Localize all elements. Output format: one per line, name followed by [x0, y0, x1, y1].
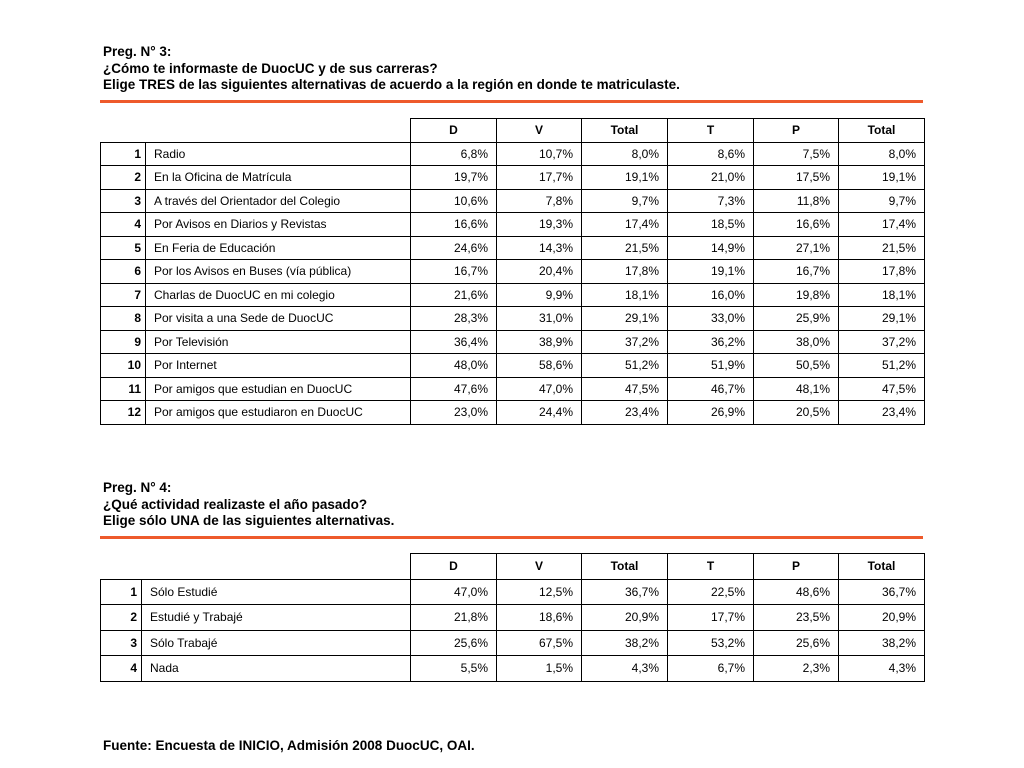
row-label: Charlas de DuocUC en mi colegio: [146, 283, 411, 307]
row-value: 21,0%: [668, 166, 754, 190]
row-label: Por visita a una Sede de DuocUC: [146, 307, 411, 331]
column-header: P: [754, 554, 839, 580]
row-value: 7,3%: [668, 189, 754, 213]
row-number: 6: [101, 260, 146, 284]
row-value: 47,5%: [582, 377, 668, 401]
table-row: [101, 377, 925, 401]
header-blank: [142, 554, 411, 580]
row-label: Por Internet: [146, 354, 411, 378]
row-number: 11: [101, 377, 146, 401]
table-row: [101, 236, 925, 260]
column-header: V: [497, 554, 582, 580]
row-value: 17,8%: [839, 260, 925, 284]
table-row: [101, 260, 925, 284]
column-header: T: [668, 554, 754, 580]
row-value: 48,6%: [754, 579, 839, 605]
column-header: P: [754, 119, 839, 143]
row-label: Por los Avisos en Buses (vía pública): [146, 260, 411, 284]
row-value: 24,6%: [411, 236, 497, 260]
table-row: [101, 579, 925, 605]
row-value: 67,5%: [497, 630, 582, 656]
row-value: 21,5%: [582, 236, 668, 260]
table-row: [101, 166, 925, 190]
row-value: 36,7%: [582, 579, 668, 605]
source-note: Fuente: Encuesta de INICIO, Admisión 2008 DuocUC, OAI.: [103, 738, 475, 753]
row-value: 1,5%: [497, 656, 582, 682]
row-value: 17,7%: [668, 605, 754, 631]
row-value: 4,3%: [582, 656, 668, 682]
row-value: 8,0%: [839, 142, 925, 166]
row-value: 20,9%: [839, 605, 925, 631]
row-value: 21,5%: [839, 236, 925, 260]
row-value: 36,4%: [411, 330, 497, 354]
row-value: 10,6%: [411, 189, 497, 213]
row-value: 8,6%: [668, 142, 754, 166]
row-value: 20,9%: [582, 605, 668, 631]
row-value: 38,0%: [754, 330, 839, 354]
q4-question: ¿Qué actividad realizaste el año pasado?: [103, 496, 368, 512]
row-value: 19,3%: [497, 213, 582, 237]
row-value: 17,4%: [582, 213, 668, 237]
row-value: 17,5%: [754, 166, 839, 190]
q3-divider: [100, 100, 923, 103]
row-label: Por amigos que estudiaron en DuocUC: [146, 401, 411, 425]
row-value: 38,2%: [839, 630, 925, 656]
q3-question: ¿Cómo te informaste de DuocUC y de sus carreras?: [103, 60, 438, 76]
row-label: Por amigos que estudian en DuocUC: [146, 377, 411, 401]
row-value: 18,6%: [497, 605, 582, 631]
table-row: [101, 142, 925, 166]
row-value: 14,3%: [497, 236, 582, 260]
row-value: 48,1%: [754, 377, 839, 401]
row-value: 24,4%: [497, 401, 582, 425]
row-value: 17,8%: [582, 260, 668, 284]
row-value: 9,7%: [839, 189, 925, 213]
q4-table: [100, 553, 925, 682]
row-value: 7,8%: [497, 189, 582, 213]
row-value: 19,1%: [839, 166, 925, 190]
column-header: V: [497, 119, 582, 143]
row-value: 23,5%: [754, 605, 839, 631]
row-value: 8,0%: [582, 142, 668, 166]
row-number: 9: [101, 330, 146, 354]
row-number: 2: [101, 166, 146, 190]
table-row: [101, 354, 925, 378]
table-row: [101, 605, 925, 631]
row-value: 16,6%: [754, 213, 839, 237]
table-row: [101, 307, 925, 331]
table-row: [101, 213, 925, 237]
row-number: 1: [101, 142, 146, 166]
row-value: 6,8%: [411, 142, 497, 166]
column-header: D: [411, 119, 497, 143]
row-label: A través del Orientador del Colegio: [146, 189, 411, 213]
row-label: Por Avisos en Diarios y Revistas: [146, 213, 411, 237]
header-blank: [146, 119, 411, 143]
row-value: 19,1%: [582, 166, 668, 190]
row-value: 20,4%: [497, 260, 582, 284]
row-value: 28,3%: [411, 307, 497, 331]
row-label: Sólo Trabajé: [142, 630, 411, 656]
row-value: 37,2%: [582, 330, 668, 354]
row-number: 4: [101, 656, 142, 682]
column-header: D: [411, 554, 497, 580]
table-row: [101, 656, 925, 682]
table-row: [101, 401, 925, 425]
row-value: 29,1%: [839, 307, 925, 331]
row-value: 25,6%: [754, 630, 839, 656]
q4-instruction: Elige sólo UNA de las siguientes alternativas.: [103, 513, 395, 528]
table-row: [101, 330, 925, 354]
row-value: 47,0%: [497, 377, 582, 401]
q3-title-block: [103, 44, 680, 94]
row-value: 26,9%: [668, 401, 754, 425]
row-value: 33,0%: [668, 307, 754, 331]
row-number: 3: [101, 630, 142, 656]
q3-header-row: [101, 119, 925, 143]
row-value: 20,5%: [754, 401, 839, 425]
row-label: En la Oficina de Matrícula: [146, 166, 411, 190]
column-header: Total: [839, 119, 925, 143]
row-value: 18,1%: [839, 283, 925, 307]
q4-header-row: [101, 554, 925, 580]
q3-table: [100, 118, 925, 425]
row-value: 53,2%: [668, 630, 754, 656]
row-number: 5: [101, 236, 146, 260]
row-value: 22,5%: [668, 579, 754, 605]
row-value: 18,5%: [668, 213, 754, 237]
row-value: 21,8%: [411, 605, 497, 631]
column-header: Total: [582, 119, 668, 143]
row-value: 16,0%: [668, 283, 754, 307]
row-value: 46,7%: [668, 377, 754, 401]
row-number: 12: [101, 401, 146, 425]
row-value: 25,6%: [411, 630, 497, 656]
row-value: 4,3%: [839, 656, 925, 682]
row-value: 37,2%: [839, 330, 925, 354]
row-label: Por Televisión: [146, 330, 411, 354]
q3-heading: Preg. N° 3:: [103, 44, 172, 59]
row-value: 7,5%: [754, 142, 839, 166]
row-value: 27,1%: [754, 236, 839, 260]
column-header: Total: [582, 554, 668, 580]
row-value: 9,7%: [582, 189, 668, 213]
q4-heading: Preg. N° 4:: [103, 480, 172, 495]
row-value: 36,2%: [668, 330, 754, 354]
row-value: 6,7%: [668, 656, 754, 682]
row-value: 18,1%: [582, 283, 668, 307]
row-value: 14,9%: [668, 236, 754, 260]
row-value: 48,0%: [411, 354, 497, 378]
table-row: [101, 630, 925, 656]
row-value: 9,9%: [497, 283, 582, 307]
row-value: 36,7%: [839, 579, 925, 605]
row-value: 17,4%: [839, 213, 925, 237]
row-value: 47,0%: [411, 579, 497, 605]
row-value: 5,5%: [411, 656, 497, 682]
table-row: [101, 283, 925, 307]
row-value: 58,6%: [497, 354, 582, 378]
row-label: Sólo Estudié: [142, 579, 411, 605]
row-value: 51,9%: [668, 354, 754, 378]
row-number: 10: [101, 354, 146, 378]
q3-instruction: Elige TRES de las siguientes alternativas de acuerdo a la región en donde te matriculaste.: [103, 77, 680, 92]
q4-divider: [100, 536, 923, 539]
row-label: Nada: [142, 656, 411, 682]
row-number: 7: [101, 283, 146, 307]
row-number: 1: [101, 579, 142, 605]
table-row: [101, 189, 925, 213]
row-value: 12,5%: [497, 579, 582, 605]
row-value: 21,6%: [411, 283, 497, 307]
row-number: 2: [101, 605, 142, 631]
row-value: 25,9%: [754, 307, 839, 331]
row-value: 2,3%: [754, 656, 839, 682]
row-value: 50,5%: [754, 354, 839, 378]
column-header: Total: [839, 554, 925, 580]
row-number: 3: [101, 189, 146, 213]
q4-title-block: [103, 480, 394, 530]
row-value: 16,6%: [411, 213, 497, 237]
row-value: 38,2%: [582, 630, 668, 656]
row-value: 51,2%: [582, 354, 668, 378]
row-value: 16,7%: [754, 260, 839, 284]
row-value: 19,8%: [754, 283, 839, 307]
row-value: 29,1%: [582, 307, 668, 331]
row-value: 23,4%: [582, 401, 668, 425]
row-value: 19,1%: [668, 260, 754, 284]
header-blank: [101, 554, 142, 580]
row-value: 11,8%: [754, 189, 839, 213]
column-header: T: [668, 119, 754, 143]
row-label: En Feria de Educación: [146, 236, 411, 260]
row-value: 23,4%: [839, 401, 925, 425]
row-number: 8: [101, 307, 146, 331]
row-label: Radio: [146, 142, 411, 166]
row-value: 51,2%: [839, 354, 925, 378]
row-value: 10,7%: [497, 142, 582, 166]
row-value: 23,0%: [411, 401, 497, 425]
row-label: Estudié y Trabajé: [142, 605, 411, 631]
row-value: 31,0%: [497, 307, 582, 331]
row-value: 19,7%: [411, 166, 497, 190]
row-value: 38,9%: [497, 330, 582, 354]
row-value: 47,6%: [411, 377, 497, 401]
row-value: 17,7%: [497, 166, 582, 190]
row-number: 4: [101, 213, 146, 237]
row-value: 47,5%: [839, 377, 925, 401]
header-blank: [101, 119, 146, 143]
row-value: 16,7%: [411, 260, 497, 284]
